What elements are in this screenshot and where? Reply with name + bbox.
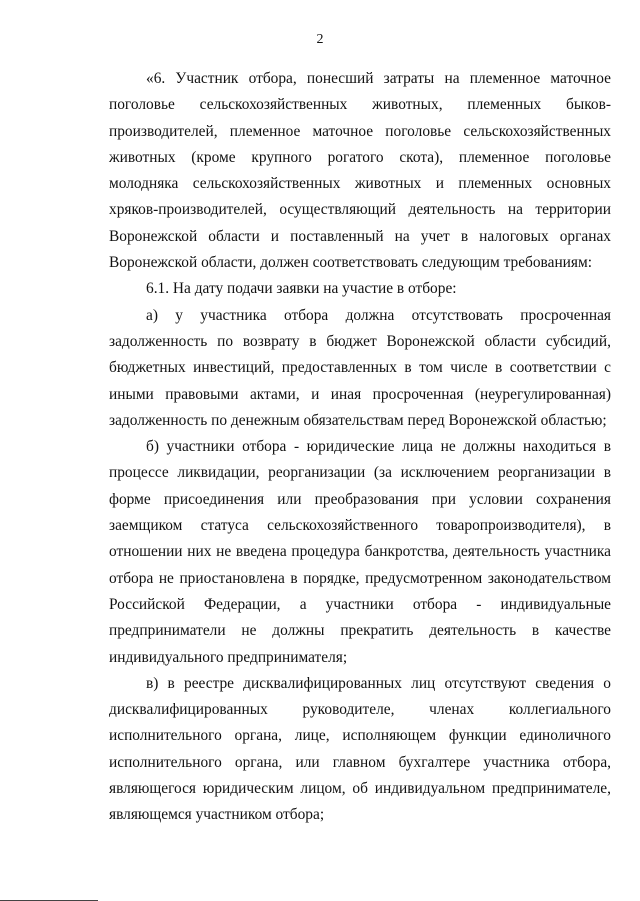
paragraph-6-intro: «6. Участник отбора, понесший затраты на племенное маточное поголовье сельскохозяйственных животных, племенных быков-производителей, племенное маточное поголовье сельскохозяйственных животных (кроме крупного рогатого скота), племенное поголовье молодняка сельскохозяйственных животных и племенных основных хряков-производителей, осуществляющий деятельность на территории Воронежской области и поставленный на учет в налоговых органах Воронежской области, должен соответствовать следующим требованиям: bbox=[109, 70, 611, 272]
paragraph-6-1: 6.1. На дату подачи заявки на участие в отборе: bbox=[146, 280, 457, 298]
paragraph-item-b: б) участники отбора - юридические лица не должны находиться в процессе ликвидации, реорганизации (за исключением реорганизации в форме присоединения или преобразования при условии сохранения заемщиком статуса сельскохозяйственного товаропроизводителя), в отношении них не введена процедура банкротства, деятельность участника отбора не приостановлена в порядке, предусмотренном законодательством Российской Федерации, а участники отбора - индивидуальные предприниматели не должны прекратить деятельность в качестве индивидуального предпринимателя; bbox=[109, 438, 611, 666]
paragraph-item-a: а) у участника отбора должна отсутствовать просроченная задолженность по возврату в бюджет Воронежской области субсидий, бюджетных инвестиций, предоставленных в том числе в соответствии с иными правовыми актами, и иная просроченная (неурегулированная) задолженность по денежным обязательствам перед Воронежской областью; bbox=[109, 306, 611, 429]
paragraph-item-v: в) в реестре дисквалифицированных лиц отсутствуют сведения о дисквалифицированных руководителе, членах коллегиального исполнительного органа, лице, исполняющем функции единоличного исполнительного органа, или главном бухгалтере участника отбора, являющегося юридическим лицом, об индивидуальном предпринимателе, являющемся участником отбора; bbox=[109, 674, 611, 824]
document-body bbox=[109, 66, 611, 829]
page-number: 2 bbox=[316, 32, 324, 47]
